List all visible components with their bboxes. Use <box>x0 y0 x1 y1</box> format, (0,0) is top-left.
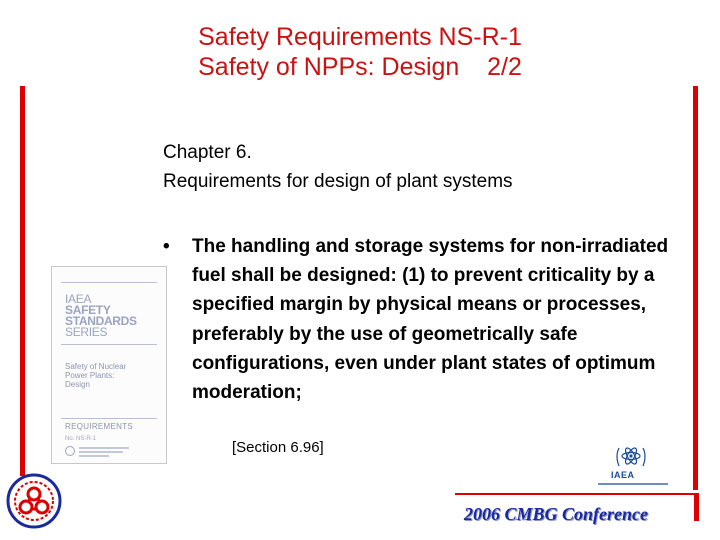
bullet-text: The handling and storage systems for non-irradiated fuel shall be designed: (1) to prevent criticality by a specified margin by physical means or processes, preferably by the use of geometrically safe configurations, even under plant states of optimum moderation; <box>192 236 669 404</box>
title-line-2: Safety of NPPs: Design 2/2 <box>198 53 522 81</box>
conference-footer: 2006 CMBG Conference <box>464 504 648 524</box>
iaea-tagline-rule <box>598 483 668 485</box>
book-title-line: IAEA <box>65 292 92 306</box>
book-subtitle-line: Safety of Nuclear <box>65 362 127 371</box>
book-subtitle-line: Design <box>65 380 90 389</box>
bullet-marker: • <box>163 236 170 257</box>
section-reference: [Section 6.96] <box>232 439 324 456</box>
book-title-line: SAFETY <box>65 303 111 317</box>
book-category: REQUIREMENTS <box>65 422 134 431</box>
iaea-label: IAEA <box>611 470 635 480</box>
right-accent-bar <box>693 86 698 490</box>
book-cover-image <box>51 266 167 464</box>
book-title <box>65 294 137 338</box>
chapter-block <box>163 138 513 196</box>
book-publisher-logo-icon <box>65 446 75 456</box>
chapter-subtitle: Requirements for design of plant systems <box>163 171 513 192</box>
book-title-line: SERIES <box>65 325 108 339</box>
chapter-heading: Chapter 6. <box>163 142 252 163</box>
conference-emblem-icon <box>6 473 62 529</box>
book-subtitle-line: Power Plants: <box>65 371 115 380</box>
book-code: No. NS-R-1 <box>65 436 97 442</box>
book-title-line: STANDARDS <box>65 314 137 328</box>
title-line-1: Safety Requirements NS-R-1 <box>198 23 522 51</box>
book-subtitle <box>65 362 126 389</box>
left-accent-bar <box>20 86 25 476</box>
slide-title <box>0 22 720 82</box>
